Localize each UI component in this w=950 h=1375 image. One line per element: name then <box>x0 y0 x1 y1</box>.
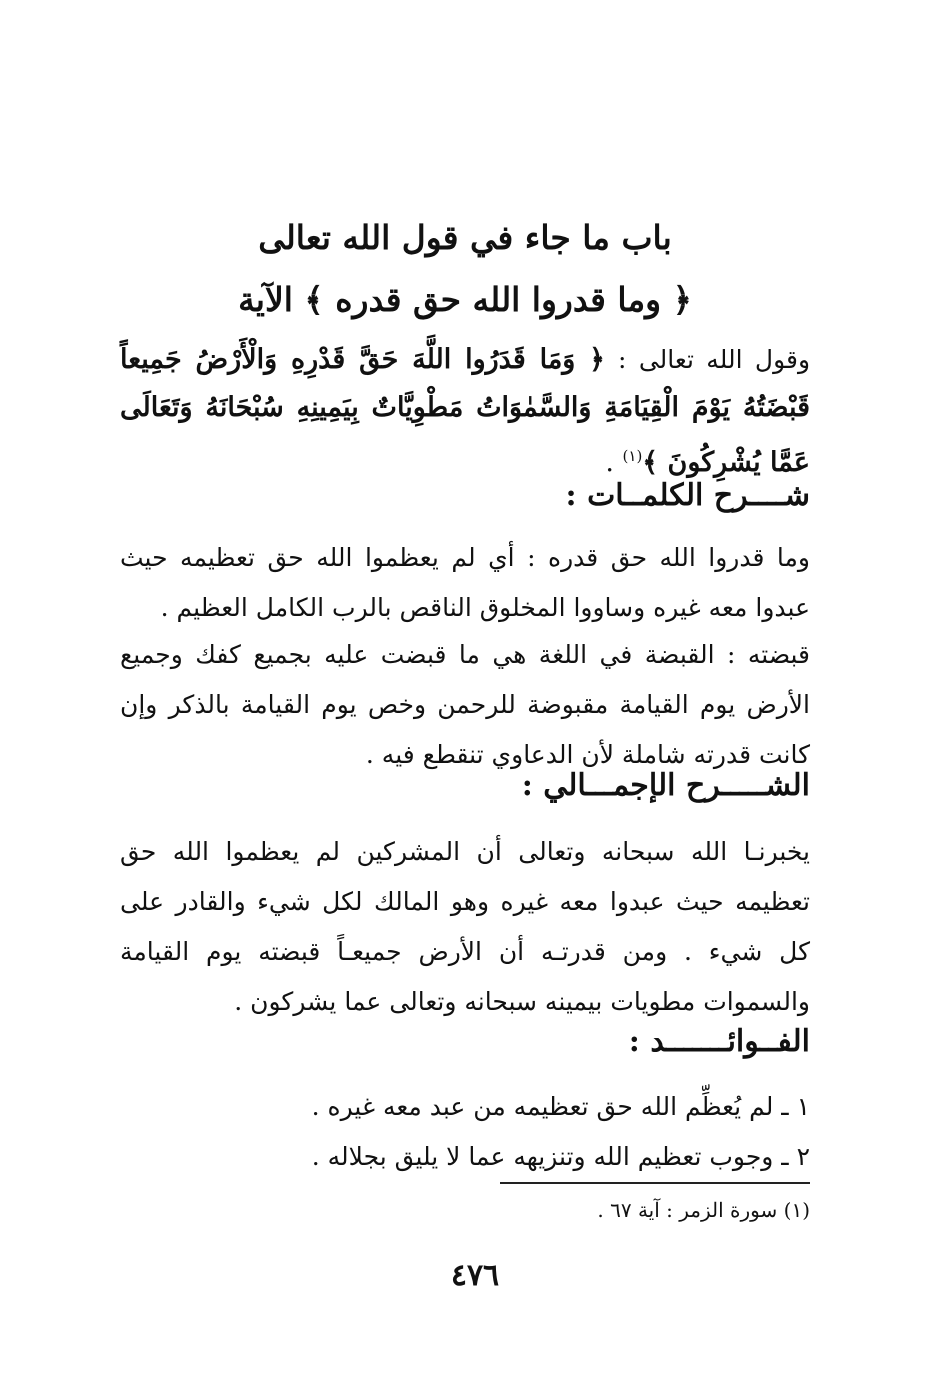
chapter-title: باب ما جاء في قول الله تعالى <box>258 218 672 257</box>
benefit-item-1: ١ ـ لم يُعظِّم الله حق تعظيمه من عبد معه غيره . <box>311 1092 810 1121</box>
page-number: ٤٧٦ <box>450 1258 500 1293</box>
word-explanation-1: وما قدروا الله حق قدره : أي لم يعظموا الله حق تعظيمه حيث عبدوا معه غيره وساووا المخلوق الناقص بالرب الكامل العظيم . <box>120 543 810 622</box>
verse-end: . <box>605 447 623 478</box>
footnote: (١) سورة الزمر : آية ٦٧ . <box>597 1198 810 1222</box>
heading-word-explanation: شــــرح الكلمــات : <box>565 478 810 513</box>
footnote-divider <box>500 1182 810 1184</box>
verse-lead: وقول الله تعالى : <box>618 345 811 374</box>
word-explanation-2: قبضته : القبضة في اللغة هي ما قبضت عليه بجميع كفك وجميع الأرض يوم القيامة مقبوضة للرحمن وخص يوم القيامة بالذكر وإن كانت قدرته شاملة لأن الدعاوي تنقطع فيه . <box>120 640 811 769</box>
heading-summary: الشـــــرح الإجمـــالي : <box>521 768 810 803</box>
summary-paragraph: يخبرنـا الله سبحانه وتعالى أن المشركين لم يعظموا الله حق تعظيمه حيث عبدوا معه غيره وهو المالك لكل شيء والقادر على كل شيء . ومن قدرتـه أن الأرض جميعـاً قبضته يوم القيامة والسموات مطويات بيمينه سبحانه وتعالى عما يشركون . <box>120 837 810 1016</box>
chapter-subtitle: ﴿ وما قدروا الله حق قدره ﴾ الآية <box>238 280 692 319</box>
quran-verse: ﴿ وَمَا قَدَرُوا اللَّهَ حَقَّ قَدْرِهِ وَالْأَرْضُ جَمِيعاً قَبْضَتُهُ يَوْمَ الْقِيَامَةِ وَالسَّمٰوَاتُ مَطْوِيَّاتٌ بِيَمِينِهِ سُبْحَانَهُ وَتَعَالَى عَمَّا يُشْرِكُونَ ﴾ <box>120 344 810 478</box>
verse-paragraph <box>120 336 810 487</box>
heading-benefits: الفــوائـــــــد : <box>628 1024 810 1059</box>
footnote-marker: (١) <box>622 447 643 465</box>
benefit-item-2: ٢ ـ وجوب تعظيم الله وتنزيهه عما لا يليق بجلاله . <box>311 1142 810 1171</box>
